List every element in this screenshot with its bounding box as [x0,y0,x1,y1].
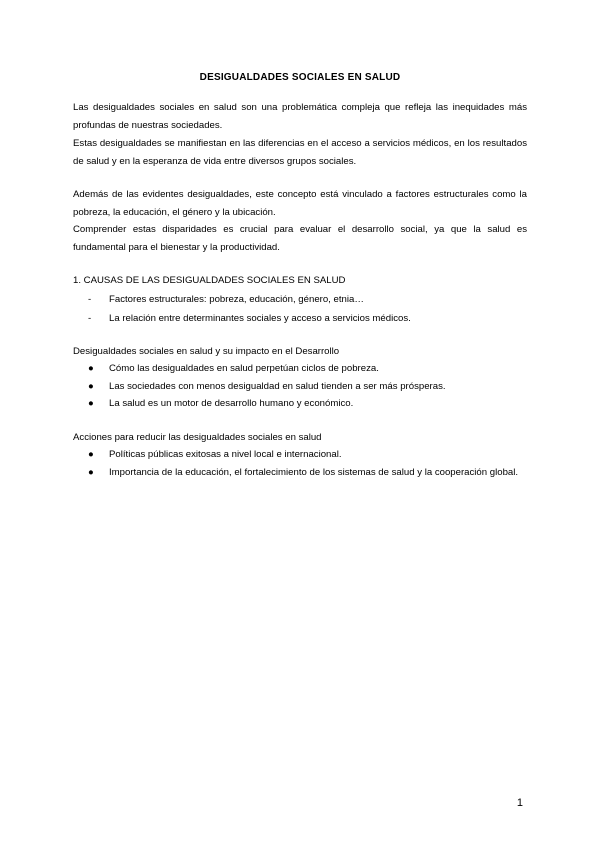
list-item-text: Políticas públicas exitosas a nivel local e internacional. [109,449,342,460]
list-item [88,310,527,328]
intro-paragraph-2: Estas desigualdades se manifiestan en las diferencias en el acceso a servicios médicos, en los resultados de salud y en la esperanza de vida entre diversos grupos sociales. [73,138,527,167]
bullet-marker: ● [88,380,94,392]
list-item-text: Importancia de la educación, el fortalecimiento de los sistemas de salud y la cooperación global. [109,466,519,478]
intro-paragraph-1: Las desigualdades sociales en salud son una problemática compleja que refleja las inequidades más profundas de nuestras sociedades. [73,102,527,131]
list-item-text: Factores estructurales: pobreza, educación, género, etnia… [109,294,364,305]
list-item [88,378,527,396]
page-number: 1 [516,797,523,809]
list-item [88,395,527,413]
section-heading-causes: 1. CAUSAS DE LAS DESIGUALDADES SOCIALES EN SALUD [73,275,346,286]
causes-list [88,291,527,328]
bullet-marker: ● [88,398,94,409]
intro-paragraph-4: Comprender estas disparidades es crucial para evaluar el desarrollo social, ya que la salud es fundamental para el bienestar y la productividad. [73,224,527,253]
document-title: DESIGUALDADES SOCIALES EN SALUD [199,72,401,83]
section-heading-actions: Acciones para reducir las desigualdades sociales en salud [73,432,322,443]
dash-marker: - [88,312,92,324]
list-item-text: La salud es un motor de desarrollo humano y económico. [109,398,354,409]
list-item [88,464,527,482]
list-item [88,446,527,464]
bullet-marker: ● [88,466,94,478]
bullet-marker: ● [88,449,94,460]
intro-paragraph-3: Además de las evidentes desigualdades, este concepto está vinculado a factores estructurales como la pobreza, la educación, el género y la ubicación. [73,189,527,218]
bullet-marker: ● [88,363,94,374]
dash-marker: - [88,294,92,305]
list-item-text: La relación entre determinantes sociales y acceso a servicios médicos. [109,312,411,324]
impact-list [88,360,527,413]
list-item [88,291,527,309]
list-item-text: Las sociedades con menos desigualdad en salud tienden a ser más prósperas. [109,380,446,392]
list-item-text: Cómo las desigualdades en salud perpetúan ciclos de pobreza. [109,363,379,374]
actions-list [88,446,527,481]
list-item [88,360,527,378]
section-heading-impact: Desigualdades sociales en salud y su impacto en el Desarrollo [73,346,340,357]
